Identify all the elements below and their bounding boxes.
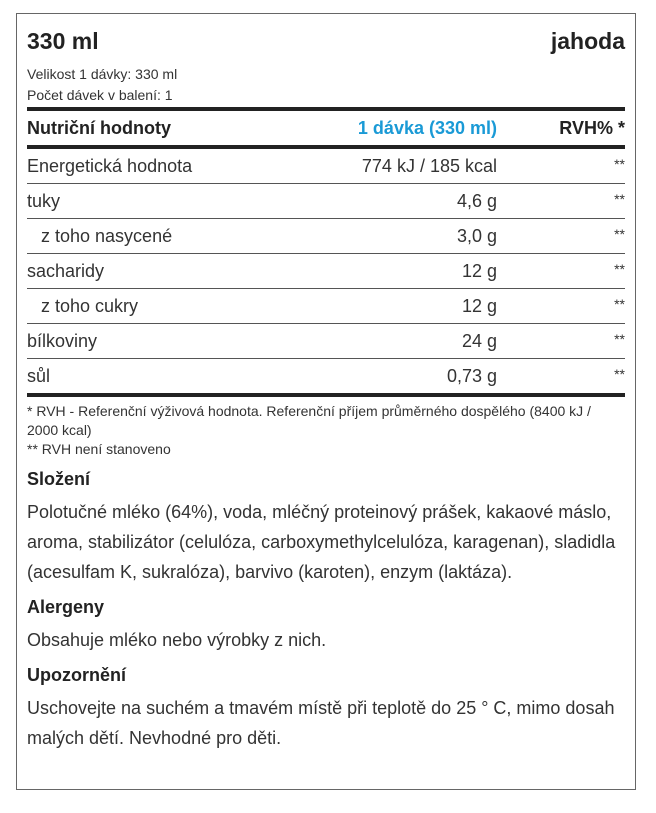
nutrient-value: 0,73 g (280, 359, 505, 396)
nutrient-rvh: ** (505, 324, 625, 359)
table-row (27, 359, 625, 396)
nutrient-rvh: ** (505, 359, 625, 396)
table-row (27, 219, 625, 254)
nutrient-name: z toho cukry (27, 289, 280, 324)
nutrient-name: Energetická hodnota (27, 147, 280, 184)
nutrient-rvh: ** (505, 147, 625, 184)
nutrient-name: bílkoviny (27, 324, 280, 359)
serving-size: Velikost 1 dávky: 330 ml (27, 66, 178, 82)
warning-text: Uschovejte na suchém a tmavém místě při teplotě do 25 ° C, mimo dosah malých dětí. Nevhodné pro děti. (27, 698, 615, 748)
warning-title: Upozornění (27, 665, 126, 685)
nutrient-value: 12 g (280, 254, 505, 289)
nutrient-value: 24 g (280, 324, 505, 359)
volume-title: 330 ml (27, 28, 99, 54)
panel-header (27, 28, 625, 64)
nutrient-name: z toho nasycené (27, 219, 280, 254)
footnote-not-set: ** RVH není stanoveno (27, 441, 171, 457)
nutrient-name: sacharidy (27, 254, 280, 289)
nutrient-rvh: ** (505, 219, 625, 254)
allergens-title: Alergeny (27, 597, 105, 617)
ingredients-text: Polotučné mléko (64%), voda, mléčný proteinový prášek, kakaové máslo, aroma, stabilizátor (celulóza, carboxymethylcelulóza, karagenan), sladidla (acesulfam K, sukralóza), barvivo (karoten), enzym (laktáza). (27, 502, 616, 582)
table-header-row (27, 111, 625, 147)
servings-per-pack: Počet dávek v balení: 1 (27, 87, 173, 103)
nutrient-name: tuky (27, 184, 280, 219)
table-row (27, 184, 625, 219)
nutrient-name: sůl (27, 359, 280, 396)
table-row (27, 147, 625, 184)
ingredients-title: Složení (27, 469, 91, 489)
nutrient-rvh: ** (505, 289, 625, 324)
nutrient-value: 774 kJ / 185 kcal (280, 147, 505, 184)
nutrition-panel (16, 13, 636, 790)
column-header-rvh: RVH% * (505, 111, 625, 147)
nutrient-rvh: ** (505, 254, 625, 289)
table-row (27, 254, 625, 289)
nutrient-value: 12 g (280, 289, 505, 324)
nutrient-value: 4,6 g (280, 184, 505, 219)
footnote-rvh: * RVH - Referenční výživová hodnota. Referenční příjem průměrného dospělého (8400 kJ / 2000 kcal) (27, 403, 591, 438)
allergens-text: Obsahuje mléko nebo výrobky z nich. (27, 630, 327, 650)
table-row (27, 324, 625, 359)
flavor-title: jahoda (550, 28, 625, 54)
nutrient-rvh: ** (505, 184, 625, 219)
column-header-name: Nutriční hodnoty (27, 111, 280, 147)
footnotes (27, 402, 625, 459)
nutrient-value: 3,0 g (280, 219, 505, 254)
table-row (27, 289, 625, 324)
nutrition-table (27, 111, 625, 397)
column-header-portion: 1 dávka (330 ml) (280, 111, 505, 147)
